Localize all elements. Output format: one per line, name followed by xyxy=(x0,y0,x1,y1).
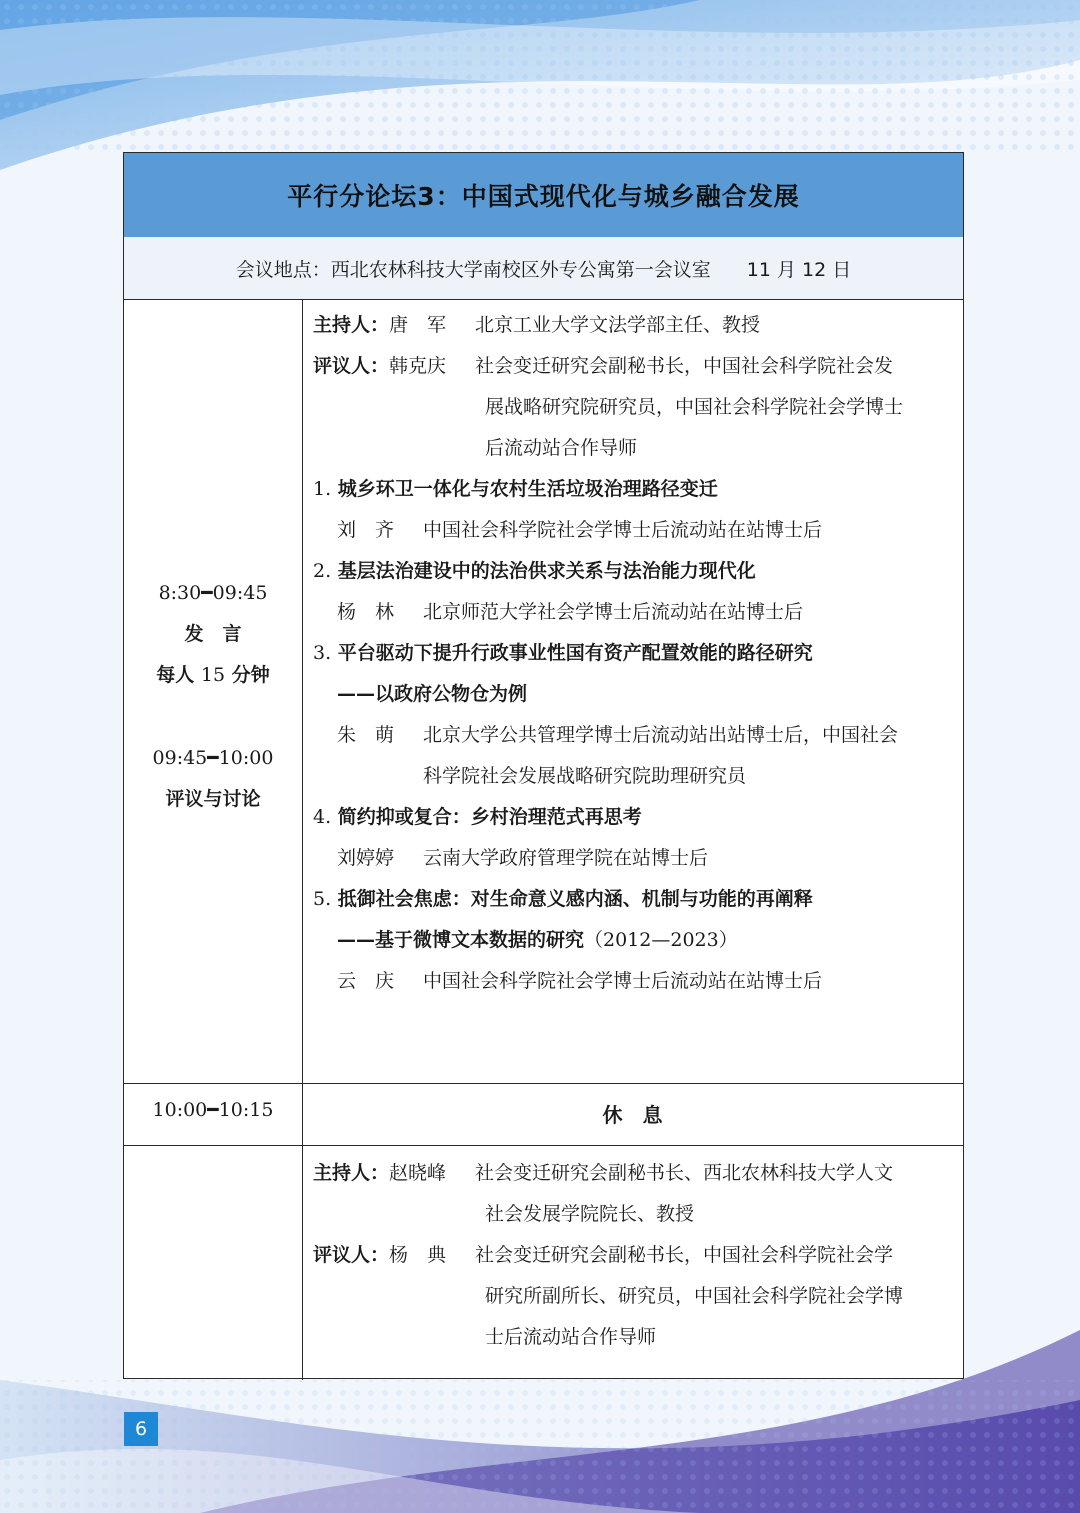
talk-subtitle: ——以政府公物仓为例 xyxy=(337,683,528,705)
talk-speaker: 刘婷婷 云南大学政府管理学院在站博士后 xyxy=(337,847,709,869)
discussion-time: 09:45━10:00 xyxy=(152,747,274,769)
talk-title: 1. 城乡环卫一体化与农村生活垃圾治理路径变迁 xyxy=(313,478,718,500)
talk-affiliation-line: 科学院社会发展战略研究院助理研究员 xyxy=(423,765,747,787)
talk-speaker: 杨 林 北京师范大学社会学博士后流动站在站博士后 xyxy=(337,601,804,623)
discussion-label: 评议与讨论 xyxy=(165,788,261,810)
talk-subtitle: ——基于微博文本数据的研究（2012—2023） xyxy=(337,929,738,951)
row-divider xyxy=(124,1083,963,1084)
row-divider xyxy=(124,1145,963,1146)
session2-content xyxy=(313,1153,955,1358)
talk-speaker: 刘 齐 中国社会科学院社会学博士后流动站在站博士后 xyxy=(337,519,823,541)
break-time: 10:00━10:15 xyxy=(152,1099,274,1121)
session1-time: 8:30━09:45 xyxy=(158,582,268,604)
reviewer-line: 评议人： 杨 典 社会变迁研究会副秘书长，中国社会科学院社会学 xyxy=(313,1235,955,1276)
reviewer-desc-line: 研究所副所长、研究员，中国社会科学院社会学博 xyxy=(485,1285,904,1307)
reviewer-desc: 社会变迁研究会副秘书长，中国社会科学院社会发 xyxy=(475,355,894,377)
session1-duration: 每人 15 分钟 xyxy=(156,664,270,686)
reviewer-name: 杨 典 xyxy=(389,1244,447,1266)
talk-title: 3. 平台驱动下提升行政事业性国有资产配置效能的路径研究 xyxy=(313,642,813,664)
session1-type: 发 言 xyxy=(184,623,242,645)
column-divider xyxy=(302,299,303,1380)
reviewer-desc-line: 士后流动站合作导师 xyxy=(485,1326,657,1348)
talk-title: 2. 基层法治建设中的法治供求关系与法治能力现代化 xyxy=(313,560,756,582)
talk-speaker: 朱 萌 北京大学公共管理学博士后流动站出站博士后，中国社会 xyxy=(337,724,899,746)
forum-title: 平行分论坛3：中国式现代化与城乡融合发展 xyxy=(287,182,800,211)
session1-content xyxy=(313,305,955,1002)
reviewer-desc-line: 后流动站合作导师 xyxy=(485,437,638,459)
host-name: 赵晓峰 xyxy=(389,1162,447,1184)
host-line: 主持人： 唐 军 北京工业大学文法学部主任、教授 xyxy=(313,305,955,346)
talk-title: 4. 简约抑或复合：乡村治理范式再思考 xyxy=(313,806,642,828)
reviewer-desc-line: 展战略研究院研究员，中国社会科学院社会学博士 xyxy=(485,396,904,418)
host-desc: 社会变迁研究会副秘书长、西北农林科技大学人文 xyxy=(475,1162,894,1184)
forum-title-band xyxy=(124,153,963,238)
location-row xyxy=(124,237,963,300)
schedule-table xyxy=(123,152,964,1379)
session1-time-column xyxy=(124,573,302,820)
reviewer-line: 评议人： 韩克庆 社会变迁研究会副秘书长，中国社会科学院社会发 xyxy=(313,346,955,387)
host-desc: 北京工业大学文法学部主任、教授 xyxy=(475,314,761,336)
break-label: 休 息 xyxy=(602,1103,663,1127)
host-name: 唐 军 xyxy=(389,314,447,336)
talk-speaker: 云 庆 中国社会科学院社会学博士后流动站在站博士后 xyxy=(337,970,823,992)
page-number-badge: 6 xyxy=(124,1412,158,1446)
host-desc-line: 社会发展学院院长、教授 xyxy=(485,1203,695,1225)
date-text: 11 月 12 日 xyxy=(746,258,852,281)
reviewer-desc: 社会变迁研究会副秘书长，中国社会科学院社会学 xyxy=(475,1244,894,1266)
talk-title: 5. 抵御社会焦虑：对生命意义感内涵、机制与功能的再阐释 xyxy=(313,888,813,910)
location-text: 会议地点：西北农林科技大学南校区外专公寓第一会议室 xyxy=(235,258,711,281)
reviewer-name: 韩克庆 xyxy=(389,355,447,377)
host-line: 主持人： 赵晓峰 社会变迁研究会副秘书长、西北农林科技大学人文 xyxy=(313,1153,955,1194)
